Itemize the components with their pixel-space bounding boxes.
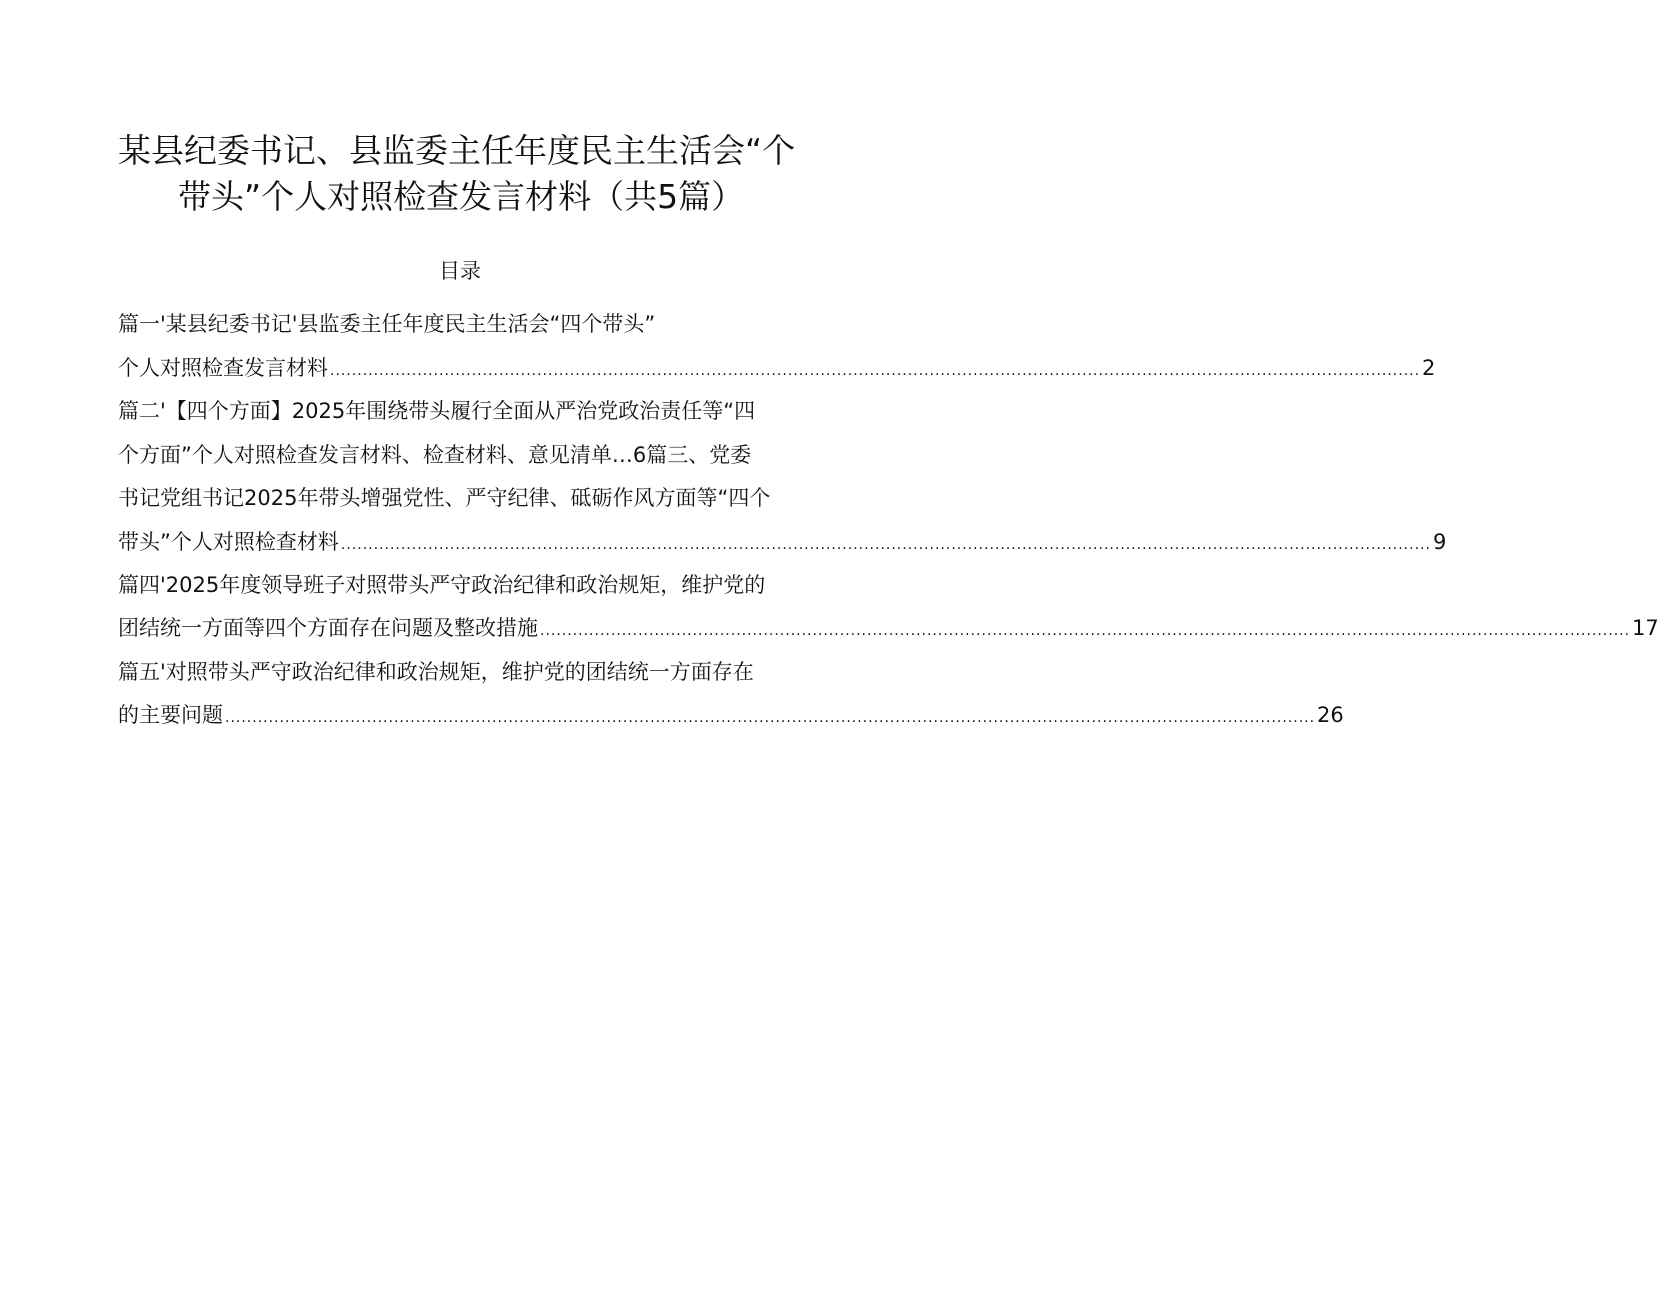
toc-entry-text: 团结统一方面等四个方面存在问题及整改措施 xyxy=(118,616,538,640)
toc-page-number: 17 xyxy=(1632,616,1659,640)
title-line-2: 带头”个人对照检查发言材料（共5篇） xyxy=(178,177,745,216)
toc-line-3: 篇二'【四个方面】2025年围绕带头履行全面从严治党政治责任等“四 xyxy=(118,399,756,423)
title-line-1: 某县纪委书记、县监委主任年度民主生活会“个 xyxy=(118,131,796,170)
toc-entry-1[interactable] xyxy=(118,353,1436,386)
toc-leader-dots: ........................................................................................................................................................................................................ xyxy=(330,363,1421,379)
toc-leader-dots: ........................................................................................................................................................................................................ xyxy=(340,537,1431,553)
toc-heading: 目录 xyxy=(439,259,481,283)
toc-leader-dots: ........................................................................................................................................................................................................ xyxy=(225,710,1316,726)
toc-page-number: 9 xyxy=(1432,530,1447,554)
toc-entry-3[interactable] xyxy=(118,527,1447,560)
toc-entry-text: 带头”个人对照检查材料 xyxy=(118,530,339,554)
toc-entry-4[interactable] xyxy=(118,613,1659,646)
toc-line-9: 篇五'对照带头严守政治纪律和政治规矩，维护党的团结统一方面存在 xyxy=(118,660,754,684)
toc-page-number: 26 xyxy=(1317,703,1344,727)
toc-page-number: 2 xyxy=(1422,356,1436,380)
toc-entry-text: 个人对照检查发言材料 xyxy=(118,356,328,380)
toc-entry-text: 的主要问题 xyxy=(118,703,223,727)
toc-leader-dots: ........................................................................................................................................................................................................ xyxy=(540,623,1631,639)
toc-entry-5[interactable] xyxy=(118,700,1344,733)
toc-line-4: 个方面”个人对照检查发言材料、检查材料、意见清单…6篇三、党委 xyxy=(118,443,752,467)
document-title xyxy=(118,128,818,220)
toc-line-5: 书记党组书记2025年带头增强党性、严守纪律、砥砺作风方面等“四个 xyxy=(118,486,771,510)
toc-line-7: 篇四'2025年度领导班子对照带头严守政治纪律和政治规矩，维护党的 xyxy=(118,573,766,597)
toc-line-1: 篇一'某县纪委书记'县监委主任年度民主生活会“四个带头” xyxy=(118,312,656,336)
